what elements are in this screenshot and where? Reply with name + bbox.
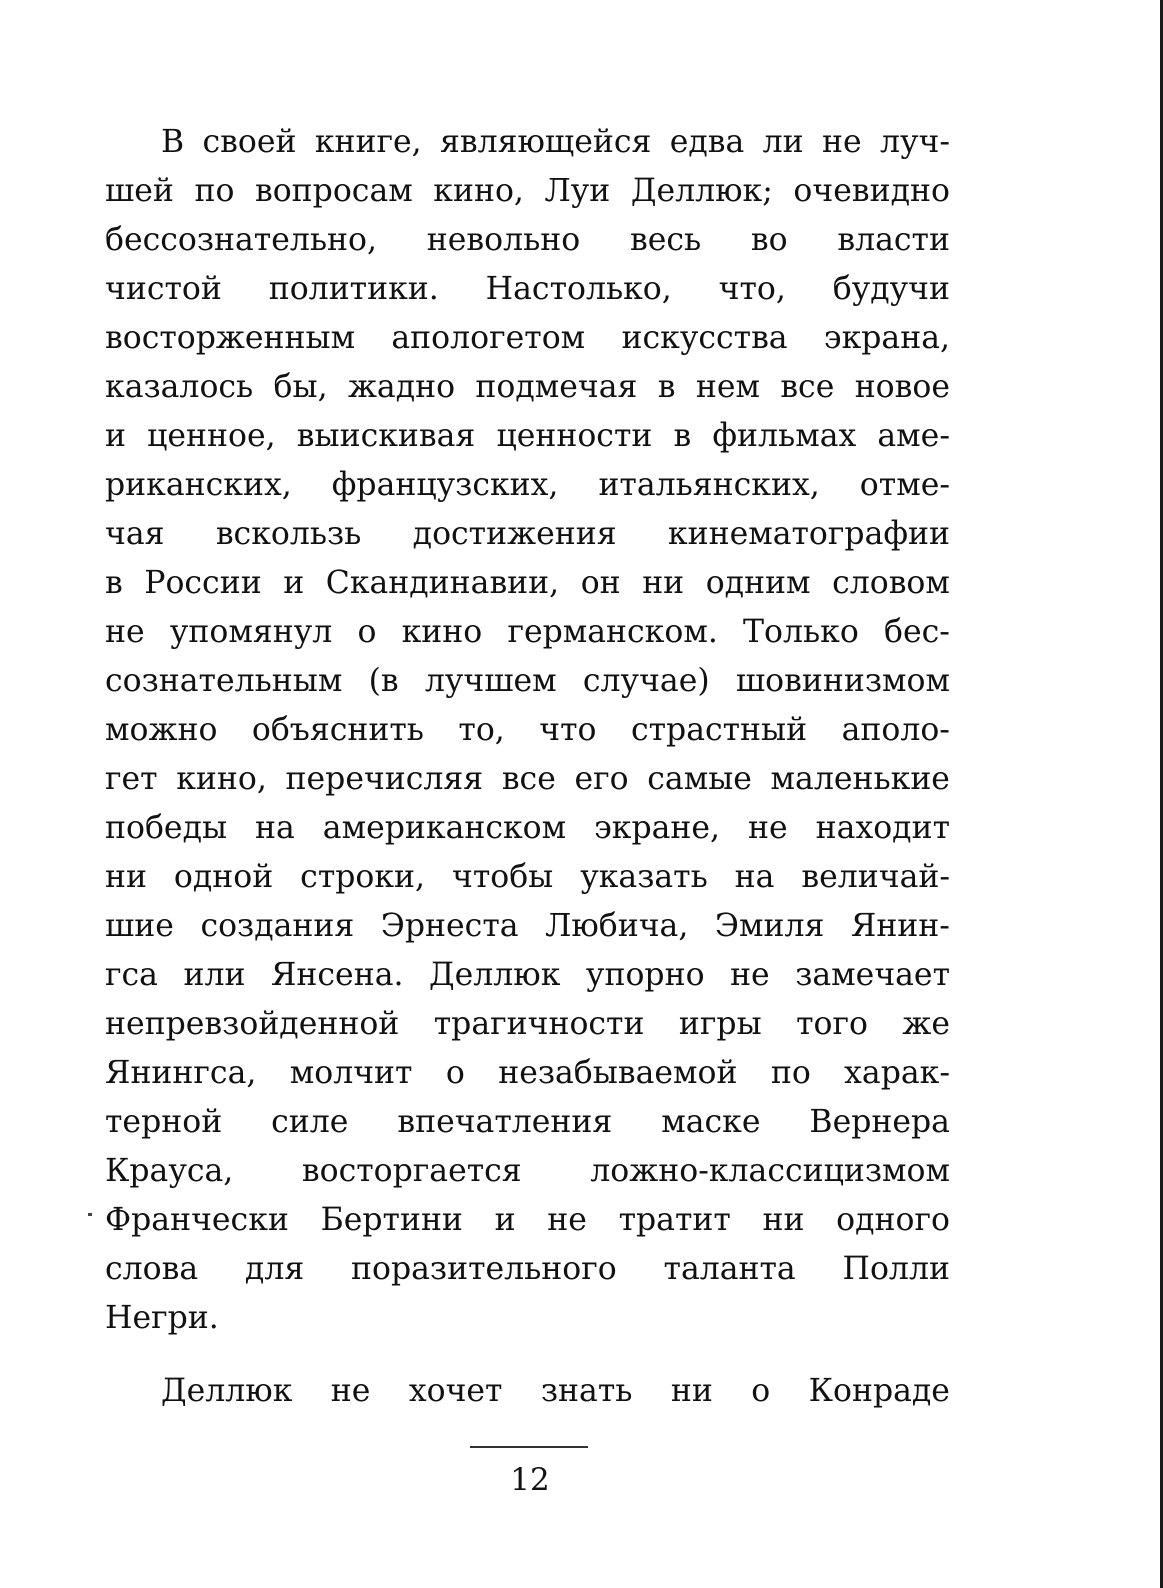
- word: кинематографии: [667, 516, 950, 552]
- word: величай-: [801, 859, 950, 895]
- word: (в: [368, 663, 399, 699]
- word: бессознательно,: [105, 222, 378, 258]
- word: в: [657, 369, 676, 405]
- word: находит: [815, 810, 950, 846]
- word: того: [796, 1006, 868, 1042]
- word: о: [445, 1055, 465, 1091]
- text-line: [105, 118, 950, 167]
- text-line: [105, 657, 950, 706]
- word: аме-: [877, 418, 950, 454]
- word: Скандинавии,: [325, 565, 560, 601]
- word: самые: [647, 761, 752, 797]
- text-line: [105, 608, 950, 657]
- word: Негри.: [105, 1300, 219, 1336]
- word: французских,: [331, 467, 559, 503]
- word: фильмах: [712, 418, 857, 454]
- word: в: [673, 418, 692, 454]
- word: тратит: [618, 1202, 731, 1238]
- word: Настолько,: [485, 271, 672, 307]
- word: Полли: [842, 1251, 950, 1287]
- word: шие: [105, 908, 174, 944]
- text-line: [105, 853, 950, 902]
- word: или: [183, 957, 246, 993]
- word: маленькие: [770, 761, 950, 797]
- text-line: [105, 755, 950, 804]
- word: указать: [580, 859, 708, 895]
- word: не: [330, 1373, 371, 1409]
- word: незабываемой: [498, 1055, 738, 1091]
- word: замечает: [795, 957, 950, 993]
- word: гет: [105, 761, 158, 797]
- word: экрана,: [823, 320, 950, 356]
- word: власти: [837, 222, 950, 258]
- word: бы,: [273, 369, 328, 405]
- word: в: [105, 565, 123, 601]
- text-line: [105, 412, 950, 461]
- word: и: [105, 418, 126, 454]
- text-line: [105, 1367, 950, 1416]
- word: создания: [200, 908, 355, 944]
- word: экране,: [594, 810, 721, 846]
- word: кино: [401, 614, 483, 650]
- word: одной: [173, 859, 274, 895]
- word: по: [770, 1055, 811, 1091]
- word: вопросам: [254, 173, 413, 209]
- text-line: [105, 461, 950, 510]
- word: ценное,: [147, 418, 276, 454]
- word: весь: [629, 222, 702, 258]
- word: таланта: [663, 1251, 796, 1287]
- word: победы: [105, 810, 228, 846]
- word: сознательным: [105, 663, 343, 699]
- word: по: [194, 173, 235, 209]
- word: восторженным: [105, 320, 356, 356]
- word: терной: [105, 1104, 223, 1140]
- word: отме-: [859, 467, 950, 503]
- text-line: [105, 706, 950, 755]
- word: Вернера: [809, 1104, 950, 1140]
- word: выискивая: [296, 418, 476, 454]
- word: луч-: [879, 124, 950, 160]
- word: не: [748, 810, 788, 846]
- word: гса: [105, 957, 158, 993]
- word: нем: [695, 369, 760, 405]
- word: восторгается: [301, 1153, 522, 1189]
- word: о: [751, 1373, 771, 1409]
- word: ни: [670, 1373, 713, 1409]
- word: достижения: [412, 516, 617, 552]
- word: не: [105, 614, 145, 650]
- page-number: 12: [510, 1462, 550, 1498]
- word: чая: [105, 516, 165, 552]
- word: Деллюк: [429, 957, 561, 993]
- word: Франчески: [105, 1202, 289, 1238]
- word: молчит: [289, 1055, 413, 1091]
- word: Деллюк;: [630, 173, 773, 209]
- word: на: [255, 810, 295, 846]
- word: строки,: [300, 859, 426, 895]
- word: не: [821, 124, 862, 160]
- word: Янингса,: [105, 1055, 257, 1091]
- word: России: [144, 565, 262, 601]
- word: харак-: [844, 1055, 950, 1091]
- text-line: [105, 902, 950, 951]
- word: аполо-: [841, 712, 950, 748]
- word: риканских,: [105, 467, 292, 503]
- word: Луи: [544, 173, 611, 209]
- word: казалось: [105, 369, 254, 405]
- text-line: [105, 951, 950, 1000]
- body-text: [105, 118, 950, 1416]
- word: чтобы: [452, 859, 554, 895]
- word: Бертини: [320, 1202, 463, 1238]
- word: ли: [762, 124, 804, 160]
- word: шовинизмом: [735, 663, 950, 699]
- text-line: [105, 167, 950, 216]
- word: являющейся: [440, 124, 652, 160]
- word: упорно: [585, 957, 705, 993]
- word: знать: [540, 1373, 633, 1409]
- word: во: [750, 222, 788, 258]
- word: и: [283, 565, 305, 601]
- word: будучи: [832, 271, 950, 307]
- word: германском.: [507, 614, 718, 650]
- word: можно: [105, 712, 218, 748]
- text-line: [105, 1049, 950, 1098]
- text-line: [105, 216, 950, 265]
- paragraph-2: [105, 1367, 950, 1416]
- word: Эмиля: [714, 908, 825, 944]
- word: шей: [105, 173, 174, 209]
- word: ложно-классицизмом: [590, 1153, 950, 1189]
- word: одним: [705, 565, 811, 601]
- word: Янсена.: [270, 957, 404, 993]
- print-speck: [88, 1213, 92, 1216]
- word: кино,: [176, 761, 267, 797]
- word: ни: [762, 1202, 805, 1238]
- word: В: [161, 124, 185, 160]
- word: что,: [718, 271, 786, 307]
- word: политики.: [268, 271, 439, 307]
- word: ни: [642, 565, 685, 601]
- word: Конраде: [808, 1373, 950, 1409]
- word: итальянских,: [598, 467, 820, 503]
- word: не: [730, 957, 770, 993]
- word: трагичности: [433, 1006, 645, 1042]
- text-line: [105, 1245, 950, 1294]
- word: новое: [854, 369, 950, 405]
- word: одного: [836, 1202, 950, 1238]
- footer-rule-dots: [470, 1446, 510, 1448]
- word: все: [780, 369, 835, 405]
- word: Любича,: [545, 908, 689, 944]
- word: силе: [271, 1104, 349, 1140]
- word: то,: [458, 712, 505, 748]
- word: перечисляя: [285, 761, 484, 797]
- word: искусства: [621, 320, 788, 356]
- word: упомянул: [169, 614, 333, 650]
- paragraph-1: [105, 118, 950, 1343]
- word: его: [574, 761, 629, 797]
- word: подмечая: [475, 369, 638, 405]
- word: непревзойденной: [105, 1006, 400, 1042]
- word: Деллюк: [161, 1373, 293, 1409]
- word: слова: [105, 1251, 199, 1287]
- word: хочет: [408, 1373, 503, 1409]
- word: американском: [322, 810, 567, 846]
- word: апологетом: [391, 320, 586, 356]
- word: бес-: [884, 614, 950, 650]
- word: впечатления: [397, 1104, 613, 1140]
- text-line: [105, 363, 950, 412]
- word: на: [734, 859, 775, 895]
- word: что: [539, 712, 597, 748]
- text-line: [105, 1098, 950, 1147]
- word: жадно: [347, 369, 456, 405]
- text-line: [105, 1196, 950, 1245]
- word: своей: [202, 124, 297, 160]
- word: он: [580, 565, 621, 601]
- word: все: [501, 761, 556, 797]
- word: не: [547, 1202, 587, 1238]
- word: случае): [582, 663, 710, 699]
- word: игры: [678, 1006, 762, 1042]
- word: ценности: [496, 418, 653, 454]
- word: страстный: [630, 712, 808, 748]
- word: же: [902, 1006, 950, 1042]
- word: объяснить: [251, 712, 424, 748]
- word: вскользь: [215, 516, 362, 552]
- word: книге,: [314, 124, 422, 160]
- word: Только: [743, 614, 859, 650]
- word: чистой: [105, 271, 222, 307]
- text-line: [105, 804, 950, 853]
- word: поразительного: [350, 1251, 617, 1287]
- word: Янин-: [850, 908, 950, 944]
- word: маске: [661, 1104, 761, 1140]
- word: кино,: [433, 173, 524, 209]
- word: и: [494, 1202, 516, 1238]
- word: невольно: [426, 222, 581, 258]
- word: словом: [832, 565, 950, 601]
- word: о: [357, 614, 377, 650]
- word: Эрнеста: [380, 908, 519, 944]
- text-line: [105, 510, 950, 559]
- text-line: [105, 314, 950, 363]
- text-line: [105, 1294, 950, 1343]
- text-line: [105, 1000, 950, 1049]
- word: лучшем: [424, 663, 557, 699]
- text-line: [105, 265, 950, 314]
- word: для: [244, 1251, 305, 1287]
- word: Крауса,: [105, 1153, 234, 1189]
- text-line: [105, 1147, 950, 1196]
- word: очевидно: [793, 173, 950, 209]
- word: ни: [105, 859, 147, 895]
- text-line: [105, 559, 950, 608]
- word: едва: [669, 124, 745, 160]
